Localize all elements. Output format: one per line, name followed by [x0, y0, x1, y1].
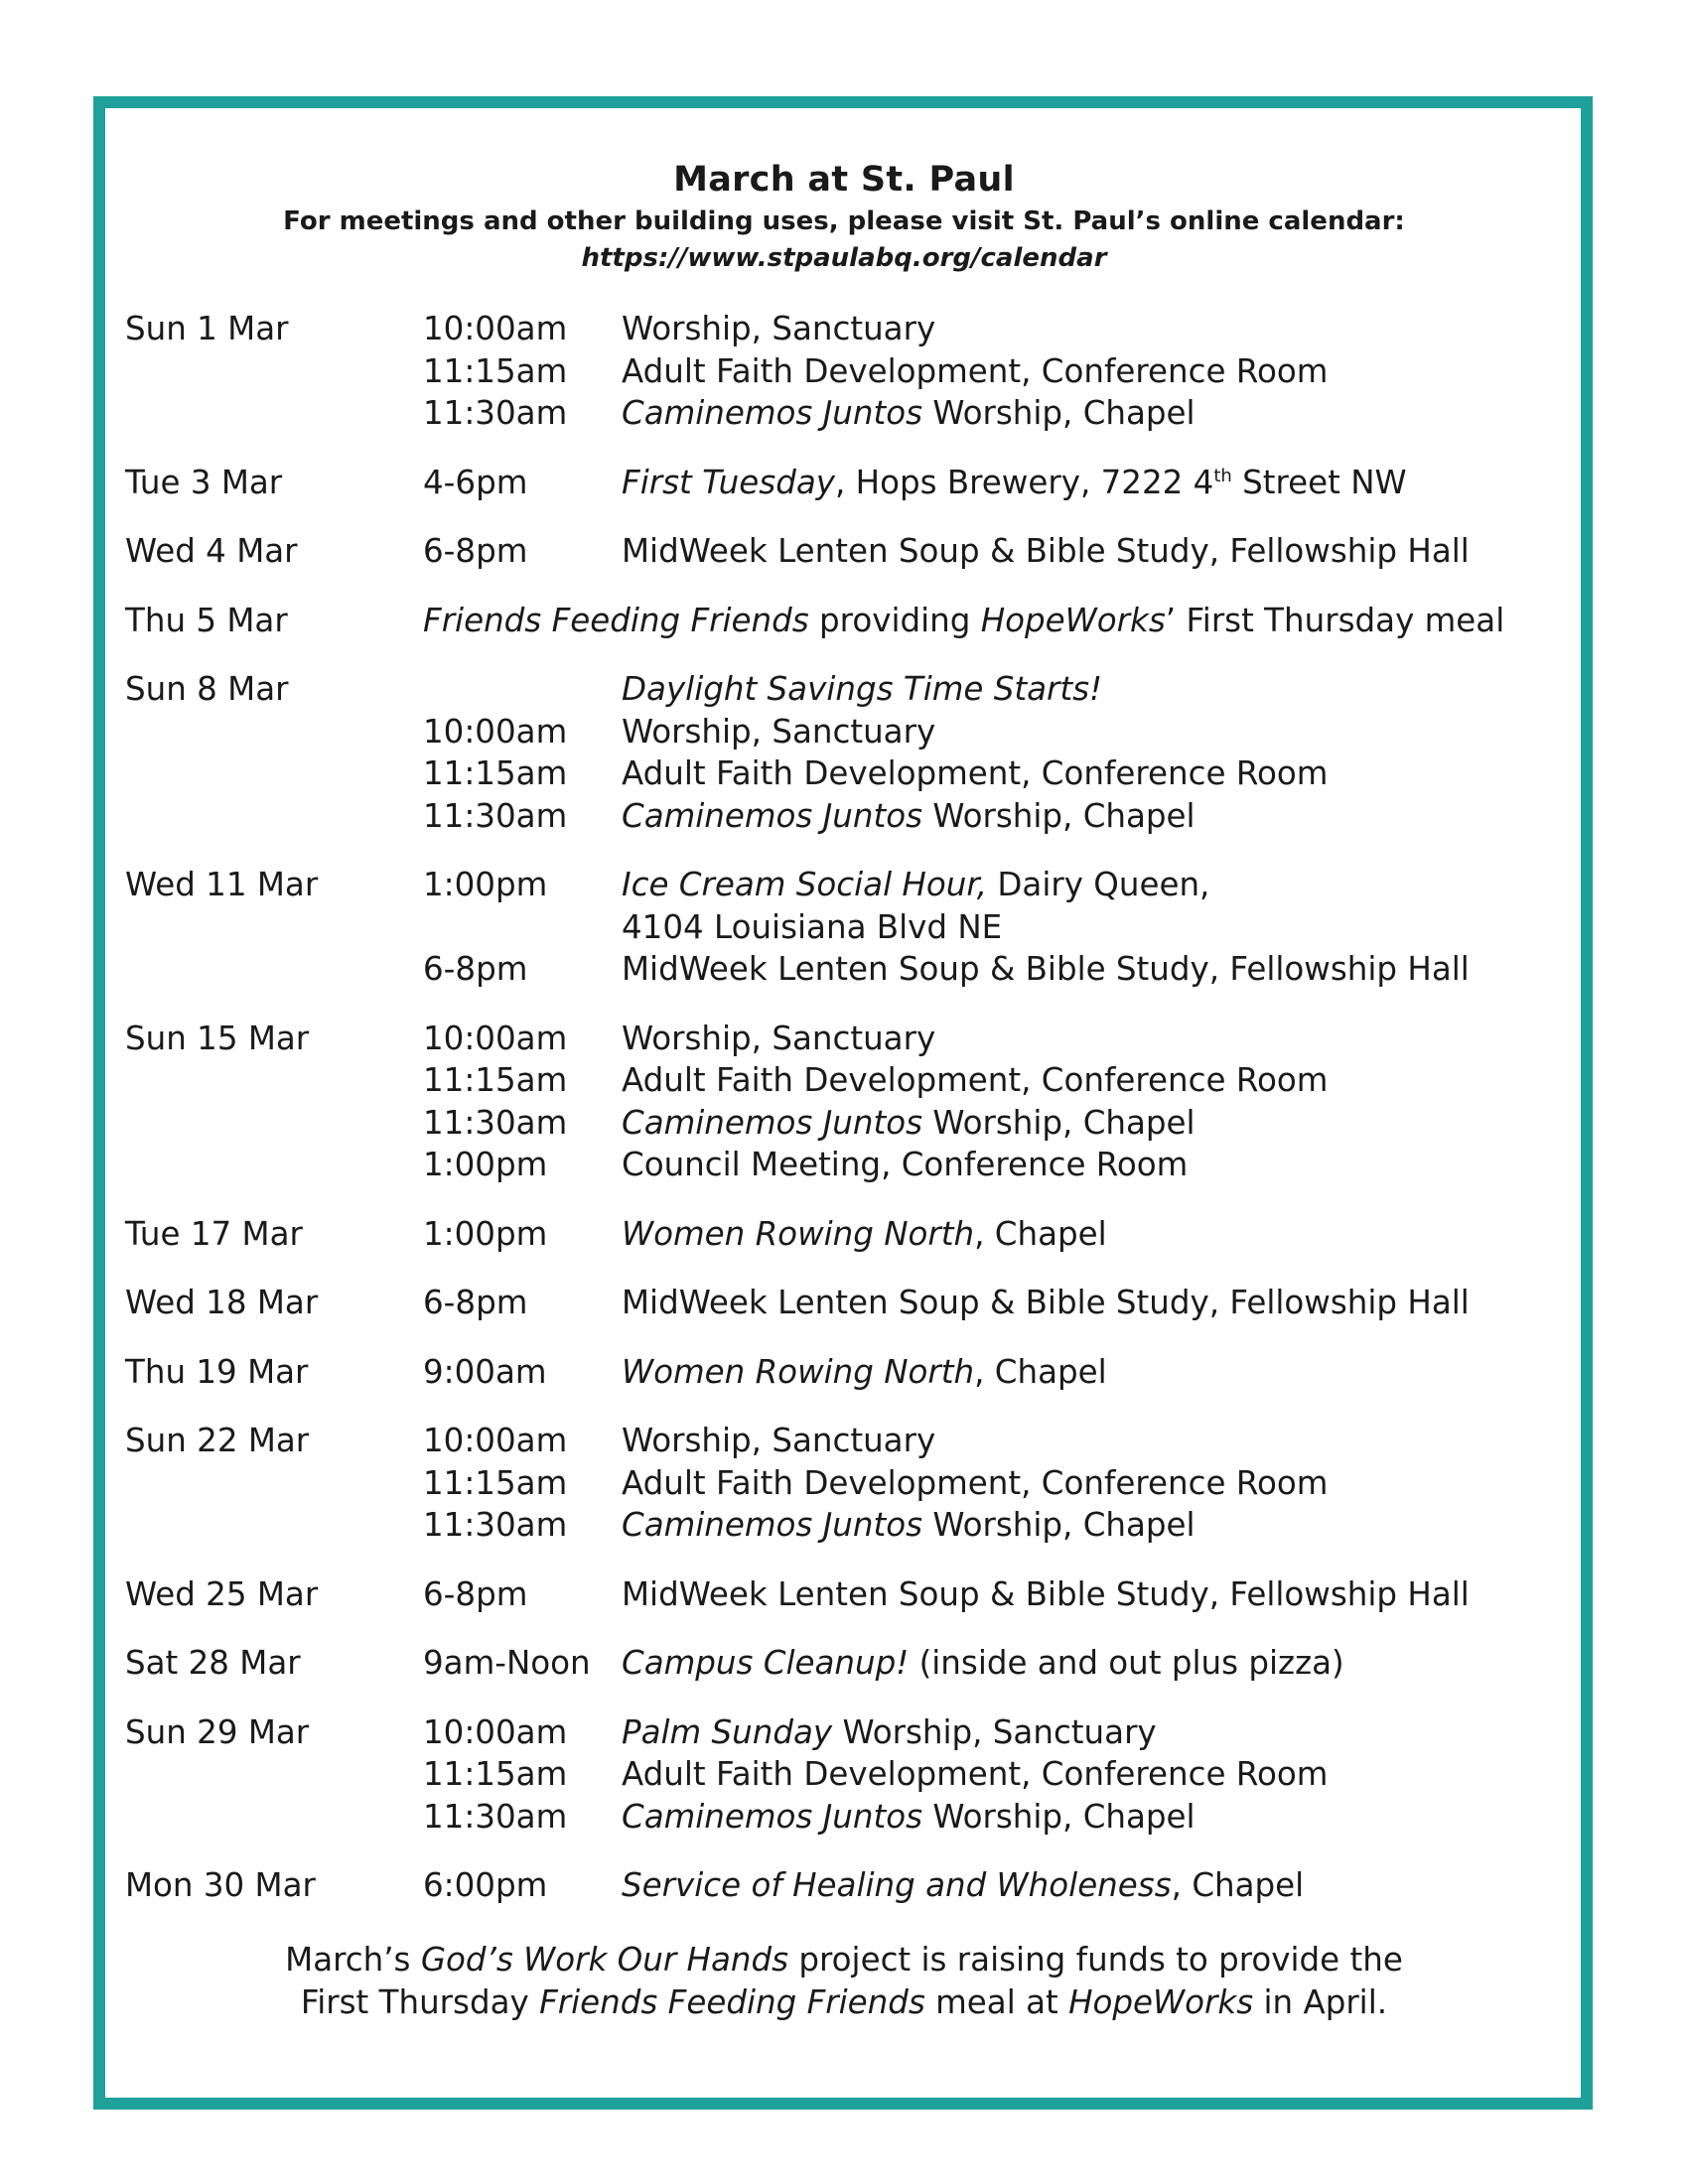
- event-text: [622, 1864, 1535, 1907]
- event-text-part: Worship, Sanctuary: [622, 712, 936, 751]
- event-text: [622, 1796, 1535, 1839]
- event-text: [622, 668, 1535, 711]
- event-time: 9:00am: [423, 1352, 547, 1391]
- day-events: [423, 1351, 1535, 1394]
- day-events: [423, 1711, 1535, 1839]
- schedule-day: [125, 1282, 1535, 1324]
- event-row: [423, 668, 1535, 711]
- event-time: [423, 906, 622, 949]
- day-date: Sun 29 Mar: [125, 1712, 310, 1751]
- day-date: Sun 22 Mar: [125, 1422, 310, 1459]
- event-text-part: , Chapel: [974, 1214, 1107, 1253]
- day-events: [423, 530, 1535, 573]
- event-row: [423, 1504, 1535, 1547]
- event-text-part: Dairy Queen,: [987, 866, 1210, 903]
- ordinal-suffix: th: [1213, 465, 1232, 486]
- event-emphasis: Caminemos Juntos: [622, 394, 923, 432]
- event-row: [423, 1796, 1535, 1839]
- event-text: [622, 1351, 1535, 1394]
- schedule-day: [125, 308, 1535, 435]
- event-text: [622, 1753, 1535, 1796]
- event-time: 10:00am: [423, 1019, 568, 1057]
- event-text: [622, 1420, 1535, 1462]
- event-text-part: Adult Faith Development, Conference Room: [622, 1463, 1329, 1502]
- event-text-part: Adult Faith Development, Conference Room: [622, 1061, 1329, 1099]
- day-events: [423, 1018, 1535, 1186]
- event-row: [423, 948, 1535, 991]
- event-row: [423, 1351, 1535, 1394]
- event-row: [423, 711, 1535, 753]
- day-events: [423, 864, 1535, 991]
- event-time: 11:30am: [423, 394, 568, 432]
- event-text: [622, 530, 1535, 573]
- event-row: [423, 392, 1535, 435]
- event-row: [423, 1282, 1535, 1324]
- schedule-day: [125, 1213, 1535, 1256]
- schedule-day: [125, 1420, 1535, 1547]
- event-text: [622, 906, 1535, 949]
- event-time: [423, 668, 622, 711]
- day-date: Sun 1 Mar: [125, 310, 289, 347]
- event-row: [423, 1018, 1535, 1060]
- event-row: [423, 752, 1535, 795]
- event-row: [423, 1711, 1535, 1754]
- event-emphasis: Daylight Savings Time Starts!: [622, 670, 1103, 708]
- event-text: [622, 350, 1535, 393]
- event-text-part: Worship, Chapel: [922, 1103, 1196, 1142]
- footer-line-2: First Thursday Friends Feeding Friends meal at HopeWorks in April.: [300, 1983, 1388, 2021]
- event-emphasis: HopeWorks: [980, 601, 1166, 639]
- event-text-part: Worship, Sanctuary: [622, 1422, 936, 1459]
- event-time: 6-8pm: [423, 950, 528, 988]
- page-title: March at St. Paul: [673, 160, 1015, 200]
- event-text: [423, 600, 1535, 642]
- footer-line-1: March’s God’s Work Our Hands project is raising funds to provide the: [285, 1941, 1403, 1979]
- event-time: 1:00pm: [423, 866, 548, 903]
- event-text-part: , Chapel: [974, 1352, 1107, 1391]
- event-emphasis: Friends Feeding Friends: [423, 601, 809, 639]
- event-row: [423, 795, 1535, 838]
- event-row: [423, 1753, 1535, 1796]
- event-time: 10:00am: [423, 1422, 568, 1459]
- event-text: [622, 1213, 1535, 1256]
- schedule-day: [125, 1351, 1535, 1394]
- event-row: [423, 1213, 1535, 1256]
- event-time: 1:00pm: [423, 1146, 548, 1183]
- event-text-part: Worship, Chapel: [922, 1506, 1196, 1544]
- event-text: [622, 462, 1535, 504]
- event-text: [622, 711, 1535, 753]
- event-text: [622, 1059, 1535, 1102]
- schedule-day: [125, 1864, 1535, 1907]
- event-time: 11:15am: [423, 1463, 568, 1502]
- event-row: [423, 1864, 1535, 1907]
- event-text: [622, 1711, 1535, 1754]
- event-text-part: ’ First Thursday meal: [1165, 601, 1505, 639]
- event-text-part: , Chapel: [1171, 1866, 1305, 1904]
- event-emphasis: Caminemos Juntos: [622, 1797, 923, 1836]
- day-events: [423, 1213, 1535, 1256]
- event-text: [622, 1102, 1535, 1145]
- schedule-day: [125, 1642, 1535, 1685]
- event-time: 6:00pm: [423, 1866, 548, 1904]
- event-text-part: Council Meeting, Conference Room: [622, 1146, 1189, 1183]
- event-text: [622, 1642, 1535, 1685]
- event-time: 1:00pm: [423, 1214, 548, 1253]
- day-events: [423, 308, 1535, 435]
- page-header: [0, 157, 1688, 276]
- day-events: [423, 462, 1535, 504]
- event-emphasis: Women Rowing North: [622, 1214, 975, 1253]
- day-events: [423, 600, 1535, 642]
- event-text-part: providing: [808, 601, 981, 639]
- event-row: [423, 906, 1535, 949]
- event-row: [423, 600, 1535, 642]
- event-text-part: Worship, Sanctuary: [832, 1712, 1157, 1751]
- event-row: [423, 1642, 1535, 1685]
- event-text-part: MidWeek Lenten Soup & Bible Study, Fellowship Hall: [622, 1574, 1470, 1613]
- event-time: 11:30am: [423, 796, 568, 835]
- event-emphasis: Caminemos Juntos: [622, 1506, 923, 1544]
- event-text-part: MidWeek Lenten Soup & Bible Study, Fellowship Hall: [622, 950, 1470, 988]
- day-date: Thu 5 Mar: [125, 601, 288, 639]
- event-emphasis: Caminemos Juntos: [622, 1103, 923, 1142]
- schedule-day: [125, 1573, 1535, 1616]
- event-row: [423, 1144, 1535, 1186]
- event-text-part: 4104 Louisiana Blvd NE: [622, 907, 1003, 946]
- event-emphasis: Palm Sunday: [622, 1712, 833, 1751]
- day-date: Tue 17 Mar: [125, 1214, 303, 1253]
- day-date: Wed 18 Mar: [125, 1284, 319, 1321]
- day-events: [423, 1864, 1535, 1907]
- event-text-part: , Hops Brewery, 7222 4: [834, 463, 1214, 501]
- event-emphasis: Women Rowing North: [622, 1352, 975, 1391]
- event-time: 10:00am: [423, 712, 568, 751]
- event-time: 10:00am: [423, 310, 568, 347]
- event-text: [622, 1573, 1535, 1616]
- event-time: 11:30am: [423, 1797, 568, 1836]
- event-row: [423, 1462, 1535, 1505]
- event-time: 6-8pm: [423, 532, 528, 570]
- day-events: [423, 668, 1535, 837]
- day-events: [423, 1282, 1535, 1324]
- page-subtitle: For meetings and other building uses, please visit St. Paul’s online calendar:: [283, 206, 1405, 236]
- event-text: [622, 795, 1535, 838]
- event-text: [622, 1504, 1535, 1547]
- event-emphasis: Campus Cleanup!: [622, 1644, 910, 1682]
- event-emphasis: Ice Cream Social Hour,: [622, 866, 988, 903]
- event-time: 9am-Noon: [423, 1644, 591, 1682]
- event-text-part: Adult Faith Development, Conference Room: [622, 1755, 1329, 1793]
- event-text: [622, 392, 1535, 435]
- event-row: [423, 1059, 1535, 1102]
- day-date: Thu 19 Mar: [125, 1352, 309, 1391]
- schedule-day: [125, 864, 1535, 991]
- event-text-part: (inside and out plus pizza): [909, 1644, 1344, 1682]
- event-text-part: MidWeek Lenten Soup & Bible Study, Fellowship Hall: [622, 1284, 1470, 1321]
- event-text-part: Adult Faith Development, Conference Room: [622, 754, 1329, 792]
- day-date: Wed 11 Mar: [125, 866, 319, 903]
- day-date: Sat 28 Mar: [125, 1644, 301, 1682]
- schedule-day: [125, 462, 1535, 504]
- event-time: 11:30am: [423, 1506, 568, 1544]
- event-text-part: MidWeek Lenten Soup & Bible Study, Fellowship Hall: [622, 532, 1470, 570]
- schedule-day: [125, 1711, 1535, 1839]
- day-events: [423, 1642, 1535, 1685]
- day-events: [423, 1573, 1535, 1616]
- event-time: 11:15am: [423, 1061, 568, 1099]
- day-date: Sun 8 Mar: [125, 670, 289, 708]
- schedule-day: [125, 668, 1535, 837]
- event-row: [423, 1573, 1535, 1616]
- event-time: 4-6pm: [423, 463, 528, 501]
- event-time: 11:15am: [423, 1755, 568, 1793]
- event-text: [622, 1462, 1535, 1505]
- event-text-part: Worship, Sanctuary: [622, 310, 936, 347]
- event-time: 10:00am: [423, 1712, 568, 1751]
- event-text: [622, 1144, 1535, 1186]
- event-time: 6-8pm: [423, 1284, 528, 1321]
- day-date: Wed 4 Mar: [125, 532, 298, 570]
- event-row: [423, 864, 1535, 906]
- event-text-part: Worship, Chapel: [922, 394, 1196, 432]
- event-text-part: Worship, Chapel: [922, 796, 1196, 835]
- event-text-part: Adult Faith Development, Conference Room: [622, 351, 1329, 390]
- event-time: 11:15am: [423, 351, 568, 390]
- event-emphasis: First Tuesday: [622, 463, 835, 501]
- day-date: Mon 30 Mar: [125, 1866, 316, 1904]
- day-date: Wed 25 Mar: [125, 1574, 319, 1613]
- schedule-day: [125, 1018, 1535, 1186]
- event-text: [622, 308, 1535, 350]
- event-row: [423, 350, 1535, 393]
- schedule: [125, 308, 1535, 1934]
- event-row: [423, 308, 1535, 350]
- event-text: [622, 1282, 1535, 1324]
- footer-note: [0, 1939, 1688, 2024]
- calendar-link[interactable]: https://www.stpaulabq.org/calendar: [581, 243, 1107, 273]
- event-time: 11:30am: [423, 1103, 568, 1142]
- event-time: 6-8pm: [423, 1574, 528, 1613]
- event-text-part: Worship, Chapel: [922, 1797, 1196, 1836]
- event-emphasis: Service of Healing and Wholeness: [622, 1866, 1172, 1904]
- event-row: [423, 1102, 1535, 1145]
- schedule-day: [125, 530, 1535, 573]
- event-emphasis: Caminemos Juntos: [622, 796, 923, 835]
- event-row: [423, 1420, 1535, 1462]
- event-text: [622, 864, 1535, 906]
- day-date: Sun 15 Mar: [125, 1019, 310, 1057]
- event-row: [423, 462, 1535, 504]
- schedule-day: [125, 600, 1535, 642]
- event-text: [622, 948, 1535, 991]
- event-text: [622, 1018, 1535, 1060]
- event-text: [622, 752, 1535, 795]
- event-text-part: Worship, Sanctuary: [622, 1019, 936, 1057]
- event-time: 11:15am: [423, 754, 568, 792]
- day-date: Tue 3 Mar: [125, 463, 283, 501]
- event-row: [423, 530, 1535, 573]
- event-text-part: Street NW: [1231, 463, 1407, 501]
- day-events: [423, 1420, 1535, 1547]
